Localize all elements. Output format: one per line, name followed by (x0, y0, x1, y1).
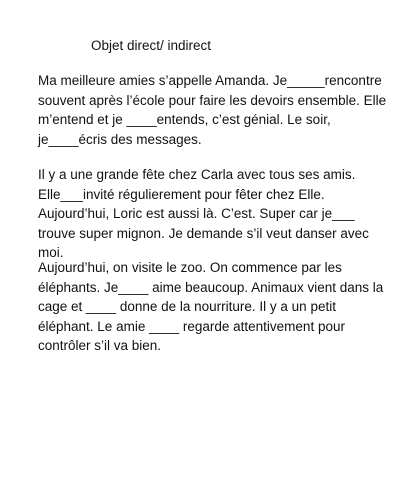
text-line: Aujourd’hui, Loric est aussi là. C’est. Super car je___ (38, 206, 355, 221)
text-line: Il y a une grande fête chez Carla avec tous ses amis. (38, 167, 356, 182)
text-line: trouve super mignon. Je demande s’il veut danser avec (38, 225, 369, 241)
paragraph-3 (38, 258, 398, 356)
text-line: Elle___invité régulierement pour fêter chez Elle. (38, 186, 325, 202)
paragraph-2 (38, 165, 398, 263)
text-line: m’entend et je ____entends, c’est génial. Le soir, (38, 112, 331, 127)
text-line: éléphant. Le amie ____ regarde attentivement pour (38, 318, 345, 334)
text-line: cage et ____ donne de la nourriture. Il y a un petit (38, 299, 336, 314)
paragraph-1 (38, 71, 398, 149)
text-line: éléphants. Je____ aime beaucoup. Animaux vient dans la (38, 279, 384, 295)
text-line: moi. (38, 245, 64, 260)
text-line: Ma meilleure amies s’appelle Amanda. Je_____rencontre (38, 73, 382, 88)
text-line: je____écris des messages. (38, 131, 202, 147)
text-line: Aujourd’hui, on visite le zoo. On commence par les (38, 260, 342, 275)
text-line: contrôler s’il va bien. (38, 338, 162, 353)
document-title: Objet direct/ indirect (91, 38, 212, 53)
text-line: souvent après l’école pour faire les devoirs ensemble. Elle (38, 92, 387, 108)
